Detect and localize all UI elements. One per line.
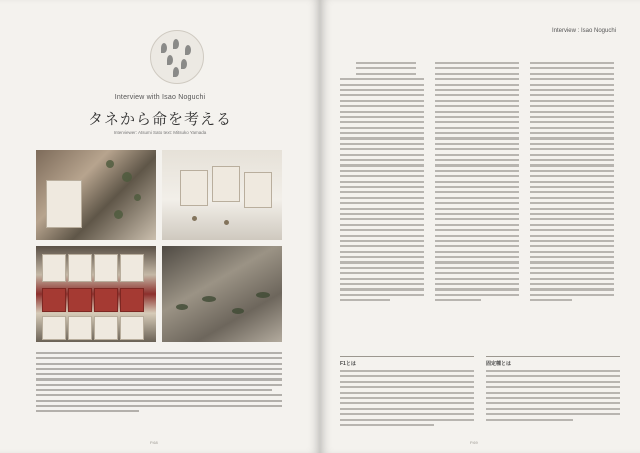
interview-label: Interview with Isao Noguchi (114, 94, 206, 101)
emblem-illustration (150, 30, 204, 84)
text-column-2 (435, 62, 519, 305)
left-folio: P.68 (150, 440, 158, 445)
box-title-fixed-seed: 固定種とは (486, 361, 512, 367)
right-folio: P.69 (470, 440, 478, 445)
sidebar-box-f1 (340, 356, 474, 441)
text-column-1 (340, 62, 424, 305)
running-head: Interview : Isao Noguchi (551, 28, 616, 34)
article-credits: Interviewer: Atsumi Sato text: Mitsuko Yamada (113, 130, 207, 135)
photo-seed-packets-on-paper (162, 150, 282, 240)
photo-field-seedlings (162, 246, 282, 342)
text-column-3 (530, 62, 614, 305)
sidebar-box-fixed-seed (486, 356, 620, 441)
article-title: タネから命を考える (87, 110, 232, 128)
intro-paragraph (36, 352, 282, 422)
box-title-f1: F1とは (340, 361, 356, 367)
photo-seed-shop-shelves (36, 246, 156, 342)
photo-seeds-and-plants (36, 150, 156, 240)
right-page (320, 0, 640, 453)
